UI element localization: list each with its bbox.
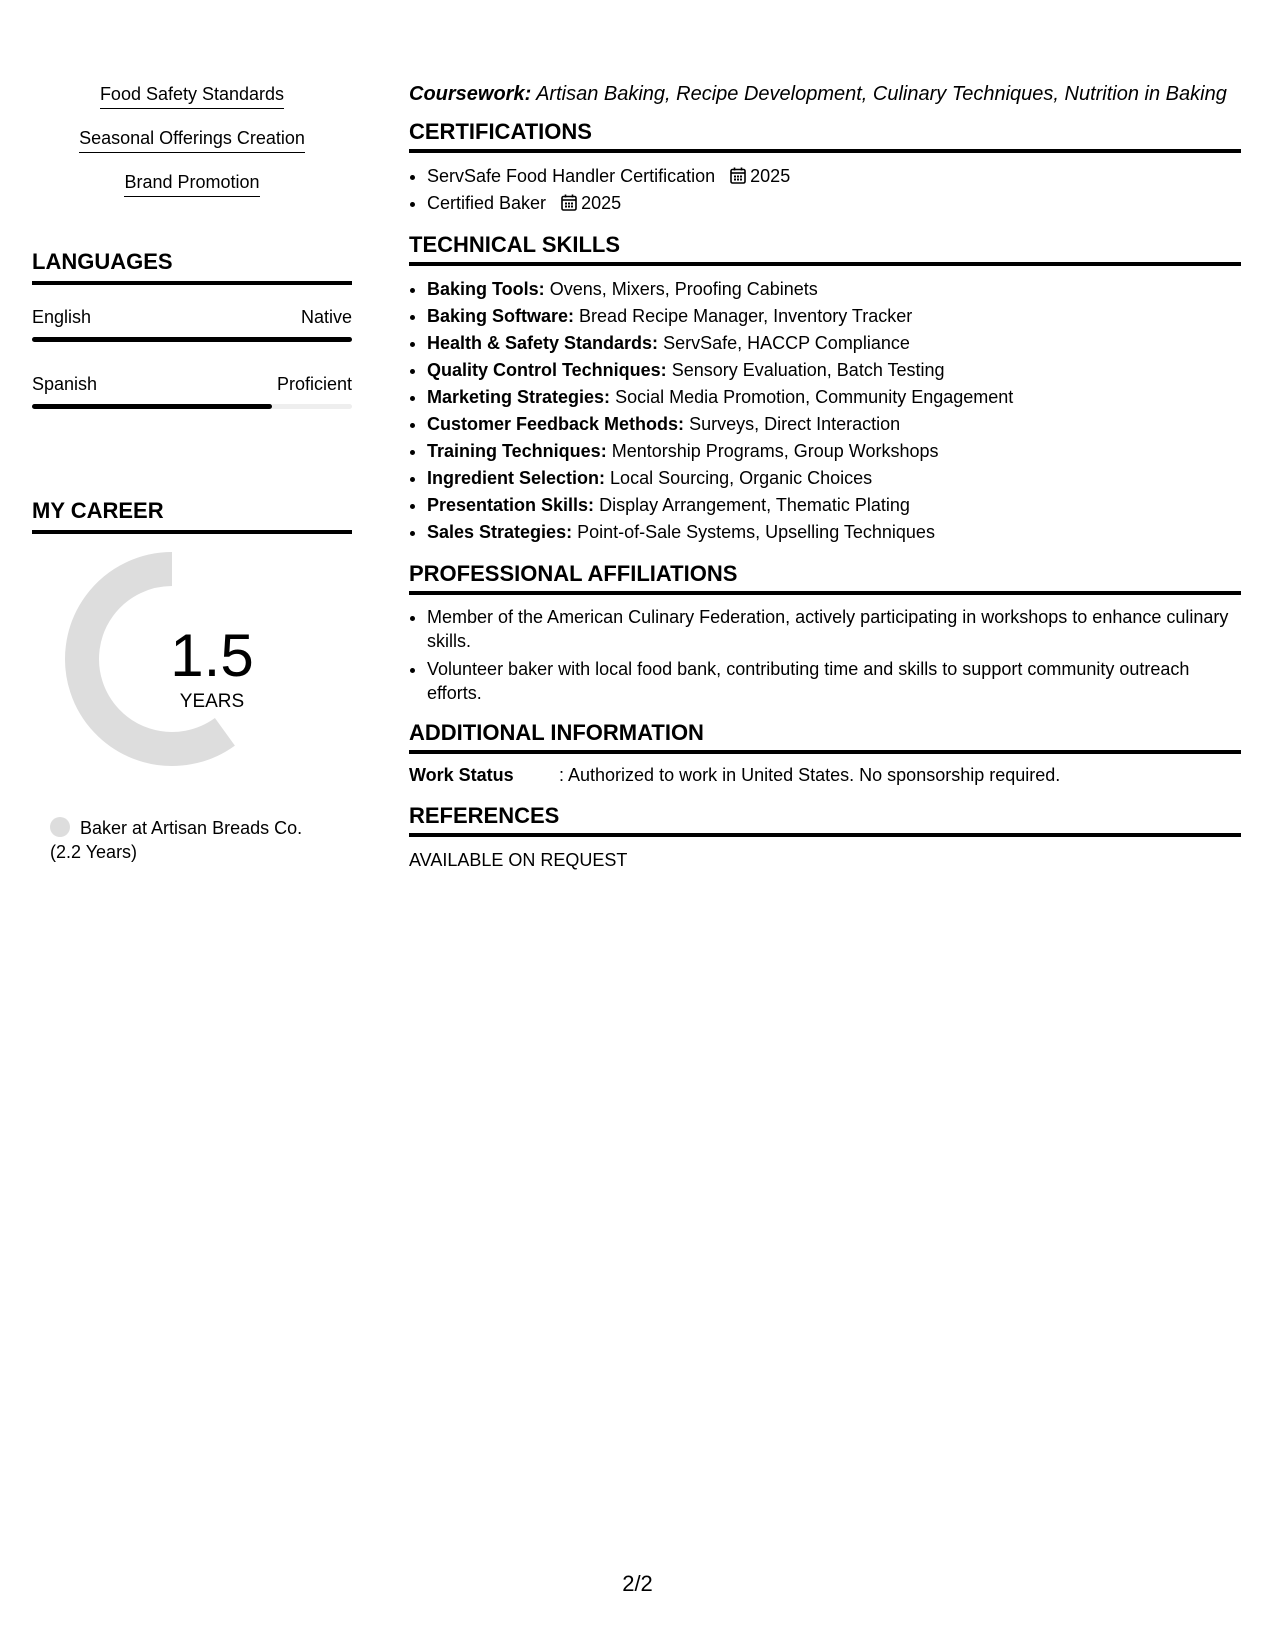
skill-label: Sales Strategies: (427, 522, 573, 542)
skill-label: Customer Feedback Methods: (427, 414, 685, 434)
skill-label: Quality Control Techniques: (427, 360, 667, 380)
main-content (409, 80, 1241, 873)
references-text: AVAILABLE ON REQUEST (409, 850, 628, 870)
career-item (50, 816, 352, 864)
skill-value: Bread Recipe Manager, Inventory Tracker (579, 306, 913, 326)
coursework-text: Artisan Baking, Recipe Development, Culinary Techniques, Nutrition in Baking (536, 83, 1227, 105)
certification-year: 2025 (581, 193, 622, 213)
skill-item (427, 384, 1241, 411)
skill-label: Presentation Skills: (427, 495, 595, 515)
skill-value: Point-of-Sale Systems, Upselling Techniques (577, 522, 935, 542)
language-name: Spanish (32, 374, 98, 394)
skill-label: Baking Tools: (427, 279, 545, 299)
work-status-value: : Authorized to work in United States. No sponsorship required. (559, 765, 1061, 785)
references-heading: REFERENCES (409, 802, 1241, 837)
skill-tag: Brand Promotion (124, 170, 259, 197)
skill-label: Baking Software: (427, 306, 575, 326)
career-years-unit: YEARS (179, 691, 245, 712)
skill-label: Marketing Strategies: (427, 387, 611, 407)
language-item (32, 372, 352, 409)
career-item-title: Baker at Artisan Breads Co. (80, 818, 303, 838)
languages-section (32, 248, 352, 409)
technical-skills-heading: TECHNICAL SKILLS (409, 231, 1241, 266)
career-section (32, 497, 352, 864)
certification-year: 2025 (750, 166, 791, 186)
language-name: English (32, 307, 92, 327)
language-item (32, 305, 352, 342)
page-number: 2/2 (622, 1571, 653, 1596)
career-dot-icon (50, 817, 70, 837)
skill-item (427, 519, 1241, 546)
affiliations-list (409, 605, 1241, 705)
language-level: Native (300, 307, 352, 327)
career-heading: MY CAREER (32, 497, 352, 534)
career-item-duration: (2.2 Years) (50, 842, 138, 862)
skill-tags (32, 82, 352, 214)
skill-tag: Seasonal Offerings Creation (79, 126, 305, 153)
skill-item (427, 492, 1241, 519)
skill-item (427, 330, 1241, 357)
certification-item (427, 163, 1241, 190)
coursework (409, 80, 1241, 108)
languages-heading: LANGUAGES (32, 248, 352, 285)
sidebar (32, 82, 352, 862)
language-proficiency-bar (32, 337, 352, 342)
skill-tag: Food Safety Standards (100, 82, 284, 109)
skill-value: Social Media Promotion, Community Engagement (615, 387, 1014, 407)
skill-item (427, 465, 1241, 492)
calendar-icon (561, 194, 577, 211)
skill-value: Local Sourcing, Organic Choices (610, 468, 873, 488)
career-gauge (32, 552, 352, 812)
skill-label: Training Techniques: (427, 441, 607, 461)
affiliation-item: • Member of the American Culinary Federation, actively participating in workshops to enhance culinary skills. (427, 605, 1241, 653)
skill-label: Ingredient Selection: (427, 468, 606, 488)
skill-value: Sensory Evaluation, Batch Testing (671, 360, 945, 380)
certifications-list (409, 163, 1241, 217)
skill-item (427, 438, 1241, 465)
skill-value: Mentorship Programs, Group Workshops (611, 441, 939, 461)
affiliation-item: • Volunteer baker with local food bank, contributing time and skills to support community outreach efforts. (427, 657, 1241, 705)
language-proficiency-bar (32, 404, 352, 409)
work-status-row (409, 762, 1241, 788)
technical-skills-list (409, 276, 1241, 546)
work-status-label: Work Status (409, 765, 514, 785)
skill-item (427, 276, 1241, 303)
coursework-label: Coursework: (409, 83, 532, 105)
calendar-icon (730, 167, 746, 184)
certification-item (427, 190, 1241, 217)
skill-value: Surveys, Direct Interaction (689, 414, 901, 434)
language-level: Proficient (276, 374, 352, 394)
certifications-heading: CERTIFICATIONS (409, 118, 1241, 153)
skill-value: Display Arrangement, Thematic Plating (599, 495, 910, 515)
certification-name: Certified Baker (427, 193, 547, 213)
skill-item (427, 411, 1241, 438)
additional-info-heading: ADDITIONAL INFORMATION (409, 719, 1241, 754)
affiliations-heading: PROFESSIONAL AFFILIATIONS (409, 560, 1241, 595)
certification-name: ServSafe Food Handler Certification (427, 166, 716, 186)
skill-value: Ovens, Mixers, Proofing Cabinets (549, 279, 818, 299)
skill-item (427, 357, 1241, 384)
career-total-years: 1.5 (170, 622, 254, 689)
language-proficiency-fill (32, 337, 352, 342)
skill-label: Health & Safety Standards: (427, 333, 659, 353)
skill-item (427, 303, 1241, 330)
language-proficiency-fill (32, 404, 272, 409)
skill-value: ServSafe, HACCP Compliance (663, 333, 910, 353)
